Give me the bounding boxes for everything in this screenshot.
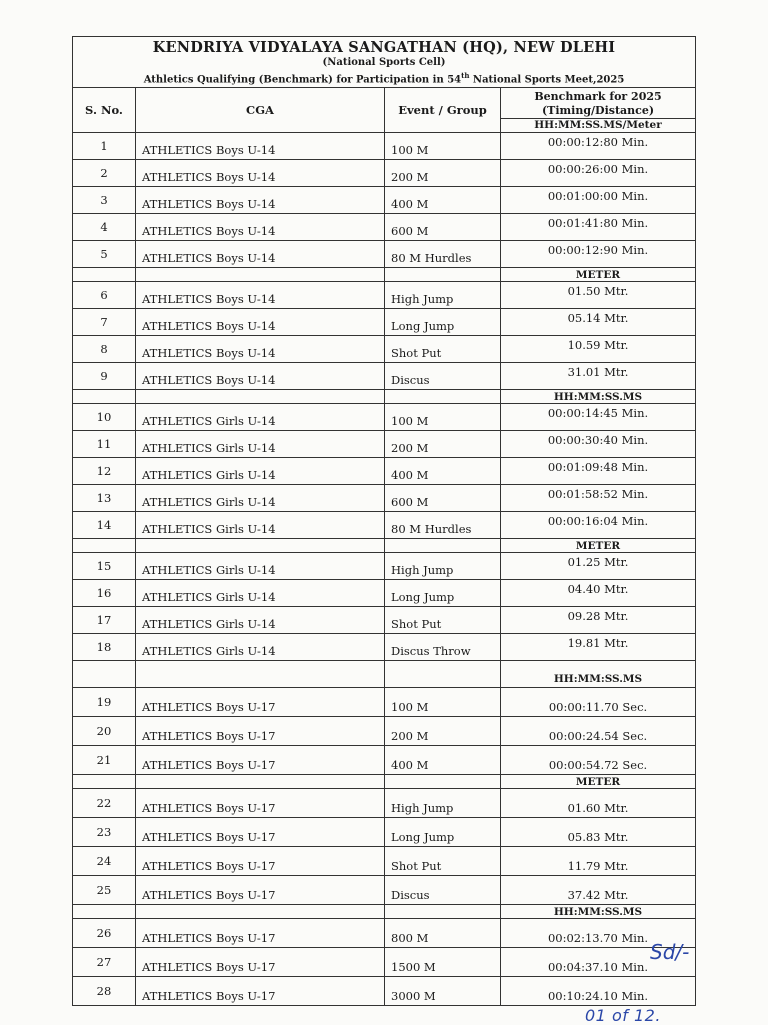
cell-event: Long Jump (385, 580, 501, 607)
section-separator-row (73, 905, 695, 919)
table-row (73, 688, 695, 717)
cell-benchmark: 01.60 Mtr. (501, 789, 696, 818)
table-row (73, 746, 695, 775)
cell-event: 80 M Hurdles (385, 241, 501, 268)
table-row (73, 876, 695, 905)
cell-sno: 21 (73, 746, 136, 775)
col-header-benchmark (501, 88, 696, 133)
table-row (73, 512, 695, 539)
cell-sno: 2 (73, 160, 136, 187)
table-row (73, 553, 695, 580)
cell-benchmark: 04.40 Mtr. (501, 580, 696, 607)
col-header-event: Event / Group (385, 88, 501, 133)
cell-benchmark: 00:04:37.10 Min. (501, 948, 696, 977)
cell-sno: 16 (73, 580, 136, 607)
cell-event: Discus (385, 876, 501, 905)
cell-benchmark: 05.83 Mtr. (501, 818, 696, 847)
section-unit-label: HH:MM:SS.MS (501, 661, 696, 688)
cell-cga: ATHLETICS Boys U-14 (136, 187, 385, 214)
section-separator-row (73, 539, 695, 553)
table-row (73, 431, 695, 458)
cell-sno: 8 (73, 336, 136, 363)
table-row (73, 948, 695, 977)
cell-cga: ATHLETICS Boys U-17 (136, 876, 385, 905)
cell-sno: 1 (73, 133, 136, 160)
table-row (73, 363, 695, 390)
cell-event: 600 M (385, 485, 501, 512)
cell-event: High Jump (385, 282, 501, 309)
table-row (73, 607, 695, 634)
empty-cell (73, 539, 136, 553)
cell-event: Discus (385, 363, 501, 390)
section-unit-label: METER (501, 539, 696, 553)
cell-cga: ATHLETICS Boys U-17 (136, 847, 385, 876)
cell-event: 200 M (385, 431, 501, 458)
cell-event: 400 M (385, 187, 501, 214)
empty-cell (73, 390, 136, 404)
cell-sno: 9 (73, 363, 136, 390)
empty-cell (136, 661, 385, 688)
cell-event: Discus Throw (385, 634, 501, 661)
cell-sno: 6 (73, 282, 136, 309)
description-text-end: National Sports Meet,2025 (469, 74, 625, 86)
cell-cga: ATHLETICS Boys U-14 (136, 133, 385, 160)
section-separator-row (73, 661, 695, 688)
description-superscript: th (461, 71, 470, 80)
table-body (73, 133, 695, 1006)
cell-sno: 7 (73, 309, 136, 336)
cell-benchmark: 00:02:13.70 Min. (501, 919, 696, 948)
cell-event: Long Jump (385, 309, 501, 336)
description-text: Athletics Qualifying (Benchmark) for Participation in 54 (143, 74, 462, 86)
table-row (73, 336, 695, 363)
empty-cell (136, 539, 385, 553)
empty-cell (385, 390, 501, 404)
empty-cell (385, 775, 501, 789)
cell-benchmark: 00:00:11.70 Sec. (501, 688, 696, 717)
cell-cga: ATHLETICS Girls U-14 (136, 485, 385, 512)
cell-benchmark: 11.79 Mtr. (501, 847, 696, 876)
cell-cga: ATHLETICS Boys U-14 (136, 214, 385, 241)
cell-benchmark: 00:00:16:04 Min. (501, 512, 696, 539)
cell-cga: ATHLETICS Boys U-14 (136, 336, 385, 363)
cell-event: 80 M Hurdles (385, 512, 501, 539)
cell-event: Shot Put (385, 336, 501, 363)
cell-cga: ATHLETICS Boys U-14 (136, 309, 385, 336)
empty-cell (385, 539, 501, 553)
cell-cga: ATHLETICS Boys U-17 (136, 948, 385, 977)
cell-sno: 5 (73, 241, 136, 268)
benchmark-header-label: Benchmark for 2025 (Timing/Distance) (534, 90, 662, 118)
cell-cga: ATHLETICS Boys U-14 (136, 282, 385, 309)
empty-cell (136, 775, 385, 789)
cell-sno: 14 (73, 512, 136, 539)
cell-event: Shot Put (385, 607, 501, 634)
cell-cga: ATHLETICS Girls U-14 (136, 607, 385, 634)
cell-event: Long Jump (385, 818, 501, 847)
cell-sno: 18 (73, 634, 136, 661)
cell-benchmark: 00:00:14:45 Min. (501, 404, 696, 431)
document-title: KENDRIYA VIDYALAYA SANGATHAN (HQ), NEW DLEHI (152, 39, 616, 56)
cell-sno: 26 (73, 919, 136, 948)
section-unit-label: HH:MM:SS.MS (501, 905, 696, 919)
cell-cga: ATHLETICS Girls U-14 (136, 512, 385, 539)
table-row (73, 309, 695, 336)
table-row (73, 241, 695, 268)
section-unit-label: METER (501, 268, 696, 282)
empty-cell (136, 390, 385, 404)
cell-benchmark: 00:10:24.10 Min. (501, 977, 696, 1006)
cell-cga: ATHLETICS Boys U-17 (136, 818, 385, 847)
cell-event: 200 M (385, 717, 501, 746)
cell-event: High Jump (385, 553, 501, 580)
cell-cga: ATHLETICS Boys U-17 (136, 717, 385, 746)
cell-event: 400 M (385, 746, 501, 775)
cell-benchmark: 00:00:12:90 Min. (501, 241, 696, 268)
document-header (73, 37, 695, 88)
cell-event: 600 M (385, 214, 501, 241)
table-row (73, 919, 695, 948)
cell-cga: ATHLETICS Boys U-17 (136, 789, 385, 818)
cell-cga: ATHLETICS Girls U-14 (136, 458, 385, 485)
cell-event: 100 M (385, 688, 501, 717)
cell-sno: 27 (73, 948, 136, 977)
benchmark-header-unit: HH:MM:SS.MS/Meter (501, 118, 695, 132)
section-separator-row (73, 390, 695, 404)
empty-cell (73, 775, 136, 789)
section-unit-label: METER (501, 775, 696, 789)
empty-cell (136, 905, 385, 919)
cell-benchmark: 00:00:54.72 Sec. (501, 746, 696, 775)
cell-benchmark: 00:00:24.54 Sec. (501, 717, 696, 746)
cell-benchmark: 31.01 Mtr. (501, 363, 696, 390)
cell-cga: ATHLETICS Girls U-14 (136, 634, 385, 661)
table-row (73, 977, 695, 1006)
cell-cga: ATHLETICS Boys U-14 (136, 160, 385, 187)
cell-cga: ATHLETICS Girls U-14 (136, 553, 385, 580)
cell-sno: 11 (73, 431, 136, 458)
handwritten-initials: Sd/- (650, 940, 690, 964)
cell-event: 800 M (385, 919, 501, 948)
table-row (73, 818, 695, 847)
document-subtitle: (National Sports Cell) (322, 57, 446, 68)
empty-cell (73, 905, 136, 919)
cell-sno: 20 (73, 717, 136, 746)
cell-cga: ATHLETICS Boys U-17 (136, 746, 385, 775)
cell-benchmark: 19.81 Mtr. (501, 634, 696, 661)
cell-cga: ATHLETICS Boys U-14 (136, 241, 385, 268)
benchmark-table (73, 88, 695, 1005)
cell-event: 200 M (385, 160, 501, 187)
cell-event: 100 M (385, 404, 501, 431)
table-row (73, 404, 695, 431)
table-row (73, 187, 695, 214)
cell-event: High Jump (385, 789, 501, 818)
table-row (73, 282, 695, 309)
section-separator-row (73, 268, 695, 282)
cell-sno: 22 (73, 789, 136, 818)
table-row (73, 847, 695, 876)
cell-sno: 10 (73, 404, 136, 431)
table-row (73, 485, 695, 512)
cell-cga: ATHLETICS Boys U-17 (136, 688, 385, 717)
cell-benchmark: 00:01:09:48 Min. (501, 458, 696, 485)
document-description (73, 69, 695, 86)
cell-cga: ATHLETICS Boys U-17 (136, 919, 385, 948)
empty-cell (73, 661, 136, 688)
table-row (73, 789, 695, 818)
cell-cga: ATHLETICS Girls U-14 (136, 580, 385, 607)
cell-sno: 24 (73, 847, 136, 876)
cell-event: 1500 M (385, 948, 501, 977)
col-header-sno: S. No. (73, 88, 136, 133)
table-row (73, 458, 695, 485)
cell-benchmark: 05.14 Mtr. (501, 309, 696, 336)
cell-benchmark: 10.59 Mtr. (501, 336, 696, 363)
cell-cga: ATHLETICS Girls U-14 (136, 431, 385, 458)
cell-sno: 3 (73, 187, 136, 214)
empty-cell (73, 268, 136, 282)
cell-event: 400 M (385, 458, 501, 485)
table-row (73, 717, 695, 746)
cell-sno: 28 (73, 977, 136, 1006)
cell-sno: 12 (73, 458, 136, 485)
table-row (73, 634, 695, 661)
cell-event: 100 M (385, 133, 501, 160)
empty-cell (136, 268, 385, 282)
cell-sno: 4 (73, 214, 136, 241)
table-row (73, 214, 695, 241)
section-separator-row (73, 775, 695, 789)
document-sheet (72, 36, 696, 1006)
cell-event: Shot Put (385, 847, 501, 876)
section-unit-label: HH:MM:SS.MS (501, 390, 696, 404)
empty-cell (385, 661, 501, 688)
table-row (73, 160, 695, 187)
cell-sno: 19 (73, 688, 136, 717)
cell-sno: 23 (73, 818, 136, 847)
empty-cell (385, 268, 501, 282)
cell-event: 3000 M (385, 977, 501, 1006)
cell-sno: 25 (73, 876, 136, 905)
cell-benchmark: 01.25 Mtr. (501, 553, 696, 580)
cell-benchmark: 00:00:12:80 Min. (501, 133, 696, 160)
cell-sno: 13 (73, 485, 136, 512)
cell-benchmark: 00:01:41:80 Min. (501, 214, 696, 241)
cell-benchmark: 09.28 Mtr. (501, 607, 696, 634)
cell-cga: ATHLETICS Girls U-14 (136, 404, 385, 431)
table-header-row (73, 88, 695, 133)
cell-benchmark: 00:01:58:52 Min. (501, 485, 696, 512)
empty-cell (385, 905, 501, 919)
cell-cga: ATHLETICS Boys U-14 (136, 363, 385, 390)
cell-benchmark: 01.50 Mtr. (501, 282, 696, 309)
cell-benchmark: 00:01:00:00 Min. (501, 187, 696, 214)
table-row (73, 133, 695, 160)
col-header-cga: CGA (136, 88, 385, 133)
cell-benchmark: 37.42 Mtr. (501, 876, 696, 905)
cell-sno: 17 (73, 607, 136, 634)
cell-sno: 15 (73, 553, 136, 580)
cell-cga: ATHLETICS Boys U-17 (136, 977, 385, 1006)
table-row (73, 580, 695, 607)
cell-benchmark: 00:00:26:00 Min. (501, 160, 696, 187)
cell-benchmark: 00:00:30:40 Min. (501, 431, 696, 458)
